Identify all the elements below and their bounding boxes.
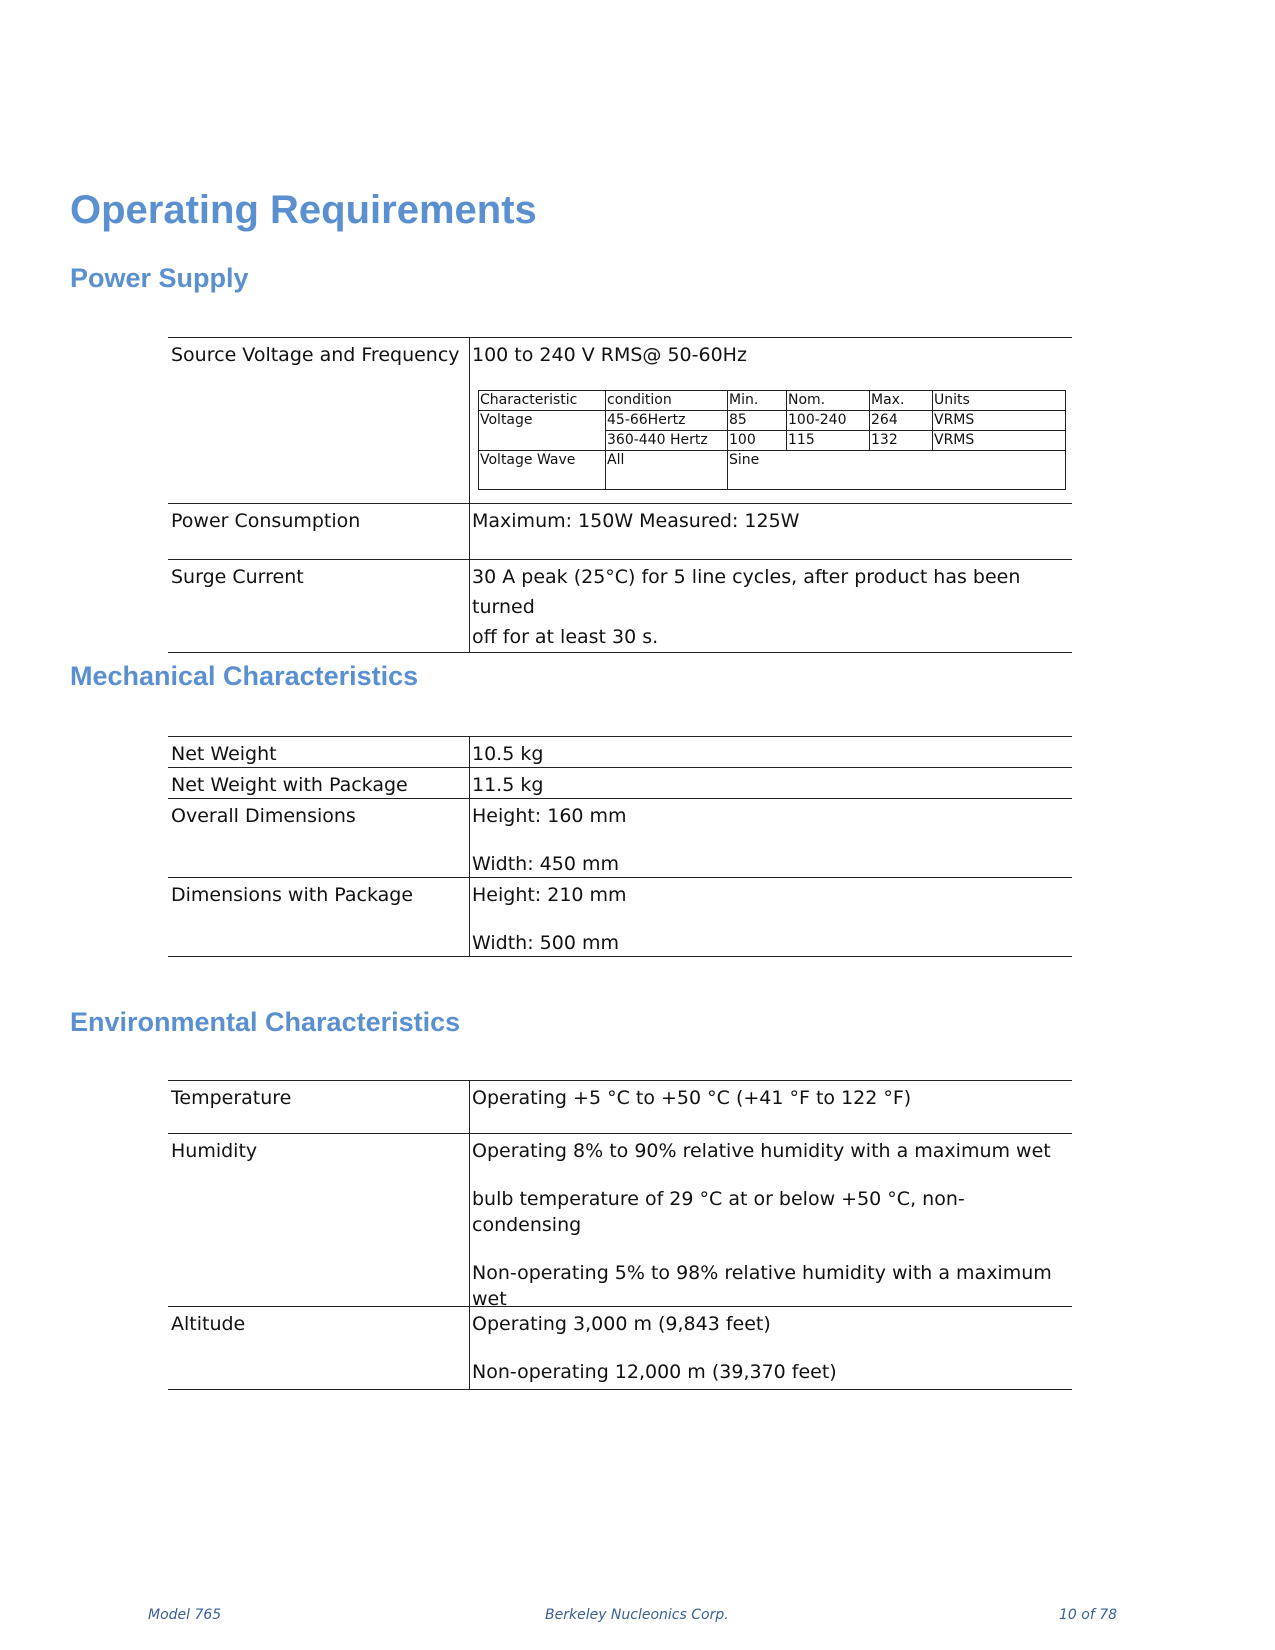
table-row	[479, 451, 1066, 490]
table-row	[168, 1081, 1072, 1134]
header-cell: Min.	[728, 391, 787, 411]
value-line: Operating 3,000 m (9,843 feet)	[472, 1313, 771, 1335]
row-label: Surge Current	[168, 560, 470, 653]
value-line: Non-operating 12,000 m (39,370 feet)	[472, 1361, 837, 1383]
row-value	[470, 878, 1073, 957]
row-value	[470, 1134, 1073, 1310]
value-line: Width: 450 mm	[472, 853, 619, 875]
table-row	[479, 411, 1066, 431]
value-line: Operating 8% to 90% relative humidity with a maximum wet	[472, 1140, 1051, 1162]
voltage-spec-table	[478, 390, 1066, 490]
header-cell: Characteristic	[479, 391, 606, 411]
table-cell: VRMS	[933, 411, 1066, 431]
table-cell: Voltage Wave	[479, 451, 606, 490]
table-cell: 45-66Hertz	[606, 411, 728, 431]
table-row	[168, 878, 1072, 957]
footer-page-number: 10 of 78	[1059, 1607, 1118, 1623]
value-line: Width: 500 mm	[472, 932, 619, 954]
table-row	[168, 1307, 1072, 1390]
row-label: Altitude	[168, 1307, 470, 1390]
value-line: bulb temperature of 29 °C at or below +50 °C, non-condensing	[472, 1188, 965, 1236]
row-label: Power Consumption	[168, 504, 470, 560]
table-cell	[479, 431, 606, 451]
footer-company: Berkeley Nucleonics Corp.	[545, 1607, 729, 1623]
table-cell: 100	[728, 431, 787, 451]
header-cell: Max.	[870, 391, 933, 411]
table-row	[168, 338, 1072, 504]
row-label: Source Voltage and Frequency	[168, 338, 470, 504]
mechanical-table	[168, 736, 1072, 957]
row-label: Overall Dimensions	[168, 799, 470, 878]
row-label: Humidity	[168, 1134, 470, 1307]
table-cell: 360-440 Hertz	[606, 431, 728, 451]
row-value	[470, 799, 1073, 878]
value-line: 30 A peak (25°C) for 5 line cycles, after product has been turned	[472, 566, 1021, 618]
table-cell: Voltage	[479, 411, 606, 431]
row-value: Operating +5 °C to +50 °C (+41 °F to 122 °F)	[470, 1081, 1073, 1134]
table-row	[168, 560, 1072, 653]
row-value	[470, 1307, 1073, 1390]
table-row	[168, 737, 1072, 768]
table-row	[168, 504, 1072, 560]
row-label: Temperature	[168, 1081, 470, 1134]
value-line: Height: 210 mm	[472, 884, 627, 906]
table-cell: Sine	[728, 451, 1066, 490]
table-cell: 100-240	[787, 411, 870, 431]
row-value	[470, 560, 1073, 653]
table-row	[168, 768, 1072, 799]
row-label: Net Weight with Package	[168, 768, 470, 799]
environmental-heading: Environmental Characteristics	[70, 1007, 461, 1037]
header-cell: Nom.	[787, 391, 870, 411]
value-line: Non-operating 5% to 98% relative humidity with a maximum wet	[472, 1262, 1052, 1310]
table-row	[479, 431, 1066, 451]
table-cell: VRMS	[933, 431, 1066, 451]
header-cell: condition	[606, 391, 728, 411]
table-row	[479, 391, 1066, 411]
row-label: Dimensions with Package	[168, 878, 470, 957]
header-cell: Units	[933, 391, 1066, 411]
row-label: Net Weight	[168, 737, 470, 768]
table-row	[168, 1134, 1072, 1307]
source-voltage-value: 100 to 240 V RMS@ 50-60Hz	[472, 344, 747, 366]
value-line: Height: 160 mm	[472, 805, 627, 827]
value-line: off for at least 30 s.	[472, 626, 659, 648]
table-row	[168, 799, 1072, 878]
power-supply-heading: Power Supply	[70, 263, 249, 293]
row-value	[470, 338, 1073, 504]
row-value: 10.5 kg	[470, 737, 1073, 768]
mechanical-heading: Mechanical Characteristics	[70, 661, 419, 691]
power-supply-table	[168, 337, 1072, 653]
table-cell: All	[606, 451, 728, 490]
row-value: 11.5 kg	[470, 768, 1073, 799]
table-cell: 115	[787, 431, 870, 451]
table-cell: 132	[870, 431, 933, 451]
page-title: Operating Requirements	[70, 188, 537, 232]
footer-model: Model 765	[148, 1607, 222, 1623]
environmental-table	[168, 1080, 1072, 1390]
table-cell: 85	[728, 411, 787, 431]
table-cell: 264	[870, 411, 933, 431]
row-value: Maximum: 150W Measured: 125W	[470, 504, 1073, 560]
